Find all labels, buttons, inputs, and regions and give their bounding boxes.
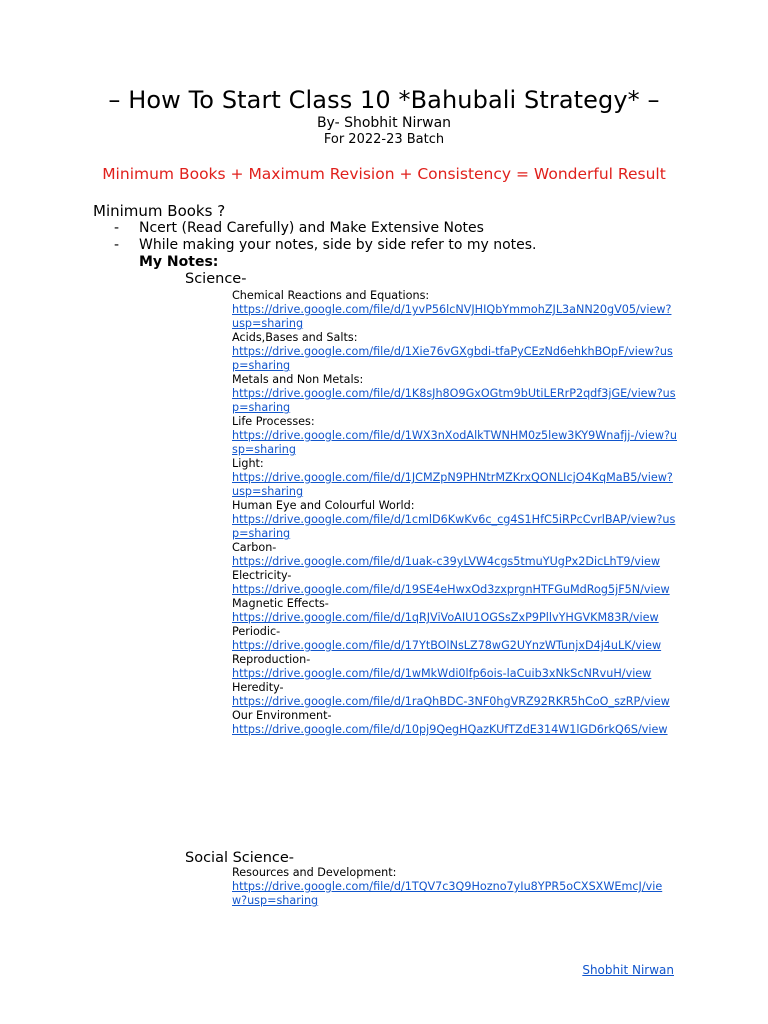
bullet-dash: - [114,237,120,253]
note-topic: Heredity- [232,681,284,694]
batch-label: For 2022-23 Batch [323,132,445,147]
note-drive-link[interactable]: https://drive.google.com/file/d/10pj9QegHQazKUfTZdE314W1lGD6rkQ6S/view [232,723,668,736]
science-notes-list [232,289,682,737]
author-footer-link[interactable]: Shobhit Nirwan [582,963,674,977]
minimum-books-heading: Minimum Books ? [93,202,226,220]
strategy-tagline: Minimum Books + Maximum Revision + Consistency = Wonderful Result [102,165,666,183]
note-topic: Reproduction- [232,653,311,666]
social-science-notes-list [232,866,682,908]
note-topic: Magnetic Effects- [232,597,329,610]
bullet-dash: - [114,220,120,236]
page-title: – How To Start Class 10 *Bahubali Strategy* – [108,86,660,114]
note-topic: Periodic- [232,625,281,638]
note-topic: Acids,Bases and Salts: [232,331,358,344]
note-drive-link[interactable]: https://drive.google.com/file/d/1cmlD6KwKv6c_cg4S1HfC5iRPcCvrlBAP/view?usp=sharing [232,513,676,540]
note-drive-link[interactable]: https://drive.google.com/file/d/1Xie76vGXgbdi-tfaPyCEzNd6ehkhBOpF/view?usp=sharing [232,345,673,372]
note-topic: Resources and Development: [232,866,397,879]
note-topic: Electricity- [232,569,292,582]
note-drive-link[interactable]: https://drive.google.com/file/d/1yvP56lcNVJHIQbYmmohZJL3aNN20gV05/view?usp=sharing [232,303,672,330]
bullet-item [114,219,484,237]
note-drive-link[interactable]: https://drive.google.com/file/d/1K8sJh8O9GxOGtm9bUtiLERrP2qdf3jGE/view?usp=sharing [232,387,676,414]
social-science-heading: Social Science- [185,850,295,866]
note-drive-link[interactable]: https://drive.google.com/file/d/1TQV7c3Q9Hozno7yIu8YPR5oCXSXWEmcJ/view?usp=sharing [232,880,663,907]
note-drive-link[interactable]: https://drive.google.com/file/d/1qRJViVoAIU1OGSsZxP9PllvYHGVKM83R/view [232,611,659,624]
note-topic: Chemical Reactions and Equations: [232,289,430,302]
author-byline: By- Shobhit Nirwan [316,115,452,131]
note-drive-link[interactable]: https://drive.google.com/file/d/1wMkWdi0lfp6ois-laCuib3xNkScNRvuH/view [232,667,652,680]
note-drive-link[interactable]: https://drive.google.com/file/d/1WX3nXodAlkTWNHM0z5lew3KY9Wnafjj-/view?usp=sharing [232,429,677,456]
note-topic: Light: [232,457,264,470]
bullet-item [114,236,537,254]
note-topic: Metals and Non Metals: [232,373,364,386]
note-drive-link[interactable]: https://drive.google.com/file/d/17YtBOlNsLZ78wG2UYnzWTunjxD4j4uLK/view [232,639,662,652]
note-topic: Human Eye and Colourful World: [232,499,415,512]
bullet-text: Ncert (Read Carefully) and Make Extensive Notes [139,220,484,236]
my-notes-label: My Notes: [139,254,219,270]
note-drive-link[interactable]: https://drive.google.com/file/d/19SE4eHwxOd3zxprgnHTFGuMdRog5jF5N/view [232,583,670,596]
note-drive-link[interactable]: https://drive.google.com/file/d/1JCMZpN9PHNtrMZKrxQONLIcjO4KqMaB5/view?usp=sharing [232,471,673,498]
note-drive-link[interactable]: https://drive.google.com/file/d/1raQhBDC-3NF0hgVRZ92RKR5hCoO_szRP/view [232,695,670,708]
bullet-text: While making your notes, side by side refer to my notes. [139,237,537,253]
note-topic: Life Processes: [232,415,315,428]
note-drive-link[interactable]: https://drive.google.com/file/d/1uak-c39yLVW4cgs5tmuYUgPx2DicLhT9/view [232,555,661,568]
note-topic: Our Environment- [232,709,332,722]
note-topic: Carbon- [232,541,277,554]
science-heading: Science- [185,271,247,287]
